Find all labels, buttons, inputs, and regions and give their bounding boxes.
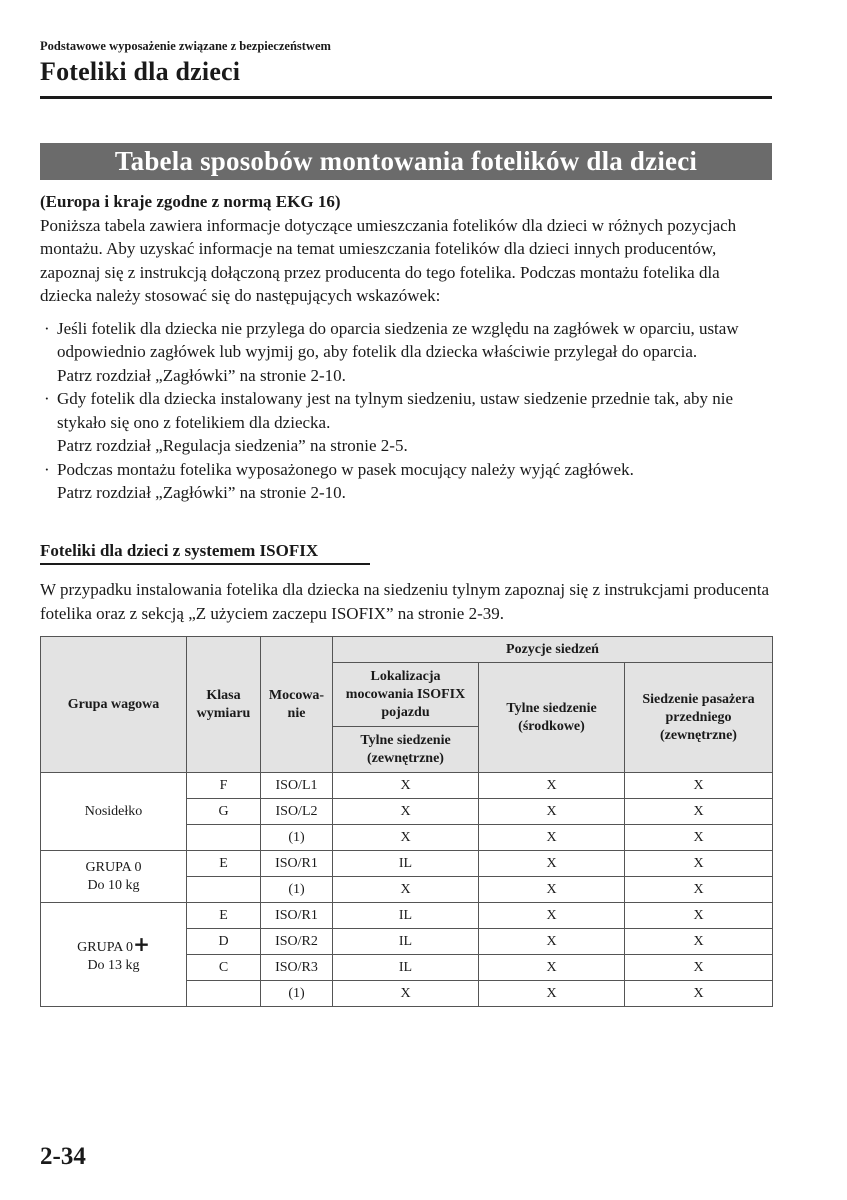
table-row xyxy=(41,851,773,877)
front-passenger-cell: X xyxy=(625,799,773,825)
section-banner: Tabela sposobów montowania fotelików dla dzieci xyxy=(40,143,772,180)
header-seat-positions: Pozycje siedzeń xyxy=(333,637,773,663)
rear-outer-cell: IL xyxy=(333,851,479,877)
rear-center-cell: X xyxy=(479,799,625,825)
mounting-cell: ISO/R3 xyxy=(261,955,333,981)
rear-outer-cell: X xyxy=(333,981,479,1007)
mounting-cell: (1) xyxy=(261,877,333,903)
mounting-cell: (1) xyxy=(261,981,333,1007)
header-weight-group: Grupa wagowa xyxy=(41,637,187,773)
front-passenger-cell: X xyxy=(625,851,773,877)
isofix-table xyxy=(40,636,773,1007)
rear-center-cell: X xyxy=(479,825,625,851)
rear-outer-cell: IL xyxy=(333,929,479,955)
isofix-heading-underline xyxy=(40,563,370,565)
mounting-cell: ISO/R2 xyxy=(261,929,333,955)
page-number: 2-34 xyxy=(40,1143,86,1170)
intro-section xyxy=(40,190,772,505)
region-subheading: (Europa i kraje zgodne z normą EKG 16) xyxy=(40,192,341,211)
front-passenger-cell: X xyxy=(625,825,773,851)
header-isofix-location: Lokalizacja mocowania ISOFIX pojazdu xyxy=(333,663,479,727)
title-divider xyxy=(40,96,772,99)
weight-group-cell xyxy=(41,773,187,851)
rear-center-cell: X xyxy=(479,903,625,929)
size-class-cell: E xyxy=(187,903,261,929)
bullet-text: Podczas montażu fotelika wyposażonego w pasek mocujący należy wyjąć zagłówek. xyxy=(57,459,634,479)
plus-symbol: + xyxy=(133,931,150,956)
mounting-cell: ISO/R1 xyxy=(261,851,333,877)
front-passenger-cell: X xyxy=(625,903,773,929)
rear-outer-cell: X xyxy=(333,799,479,825)
header-rear-center: Tylne siedzenie (środkowe) xyxy=(479,663,625,773)
mounting-cell: ISO/R1 xyxy=(261,903,333,929)
header-rear-outer: Tylne siedzenie (zewnętrzne) xyxy=(333,727,479,773)
size-class-cell: G xyxy=(187,799,261,825)
bullet-text: Gdy fotelik dla dziecka instalowany jest na tylnym siedzeniu, ustaw siedzenie przednie tak, aby nie stykało się ono z fotelikiem dla dziecka. xyxy=(57,389,734,432)
front-passenger-cell: X xyxy=(625,877,773,903)
rear-outer-cell: X xyxy=(333,773,479,799)
isofix-heading: Foteliki dla dzieci z systemem ISOFIX xyxy=(40,541,319,560)
instruction-list xyxy=(40,317,772,505)
bullet-icon: · xyxy=(44,318,50,338)
weight-limit-label: Do 10 kg xyxy=(87,877,140,893)
isofix-paragraph: W przypadku instalowania fotelika dla dziecka na siedzeniu tylnym zapoznaj się z instrukcjami producenta fotelika oraz z sekcją „Z użyciem zaczepu ISOFIX” na stronie 2-39. xyxy=(40,580,770,623)
rear-center-cell: X xyxy=(479,773,625,799)
header-front-passenger: Siedzenie pasażera przedniego (zewnętrzne) xyxy=(625,663,773,773)
front-passenger-cell: X xyxy=(625,773,773,799)
bullet-text: Jeśli fotelik dla dziecka nie przylega do oparcia siedzenia ze względu na zagłówek w oparciu, ustaw odpowiednio zagłówek lub wyjmij go, aby fotelik dla dziecka właściwie przylegał do oparcia. xyxy=(57,318,739,361)
page-title: Foteliki dla dzieci xyxy=(40,57,241,86)
weight-limit-label: Do 13 kg xyxy=(87,957,140,973)
rear-outer-cell: X xyxy=(333,877,479,903)
weight-group-cell xyxy=(41,903,187,1007)
front-passenger-cell: X xyxy=(625,929,773,955)
cross-reference: Patrz rozdział „Zagłówki” na stronie 2-10. xyxy=(57,483,346,502)
breadcrumb: Podstawowe wyposażenie związane z bezpieczeństwem xyxy=(40,39,331,53)
rear-outer-cell: IL xyxy=(333,955,479,981)
size-class-cell xyxy=(187,825,261,851)
rear-center-cell: X xyxy=(479,851,625,877)
weight-group-label: GRUPA 0 xyxy=(77,939,134,955)
size-class-cell: F xyxy=(187,773,261,799)
rear-outer-cell: X xyxy=(333,825,479,851)
list-item xyxy=(40,317,772,388)
list-item xyxy=(40,387,772,458)
mounting-cell: ISO/L1 xyxy=(261,773,333,799)
table-row xyxy=(41,903,773,929)
table-row xyxy=(41,773,773,799)
size-class-cell xyxy=(187,877,261,903)
weight-group-cell xyxy=(41,851,187,903)
size-class-cell: D xyxy=(187,929,261,955)
front-passenger-cell: X xyxy=(625,981,773,1007)
weight-group-label: Nosidełko xyxy=(84,803,143,819)
size-class-cell xyxy=(187,981,261,1007)
front-passenger-cell: X xyxy=(625,955,773,981)
cross-reference: Patrz rozdział „Regulacja siedzenia” na stronie 2-5. xyxy=(57,436,408,455)
header-mounting: Mocowa-nie xyxy=(261,637,333,773)
rear-center-cell: X xyxy=(479,981,625,1007)
mounting-cell: ISO/L2 xyxy=(261,799,333,825)
mounting-cell: (1) xyxy=(261,825,333,851)
rear-center-cell: X xyxy=(479,877,625,903)
bullet-icon: · xyxy=(44,459,50,479)
intro-paragraph: Poniższa tabela zawiera informacje dotyczące umieszczania fotelików dla dzieci w różnych pozycjach montażu. Aby uzyskać informacje na temat umieszczania fotelików dla dzieci innych producentów, zapoznaj się z instrukcją dołączoną przez producenta do tego fotelika. Podczas montażu fotelika dla dziecka należy stosować się do następujących wskazówek: xyxy=(40,215,737,305)
list-item xyxy=(40,458,772,505)
weight-group-label: GRUPA 0 xyxy=(85,859,142,875)
size-class-cell: C xyxy=(187,955,261,981)
header-size-class: Klasa wymiaru xyxy=(187,637,261,773)
rear-outer-cell: IL xyxy=(333,903,479,929)
rear-center-cell: X xyxy=(479,929,625,955)
cross-reference: Patrz rozdział „Zagłówki” na stronie 2-10. xyxy=(57,365,346,385)
size-class-cell: E xyxy=(187,851,261,877)
rear-center-cell: X xyxy=(479,955,625,981)
bullet-icon: · xyxy=(44,389,50,408)
